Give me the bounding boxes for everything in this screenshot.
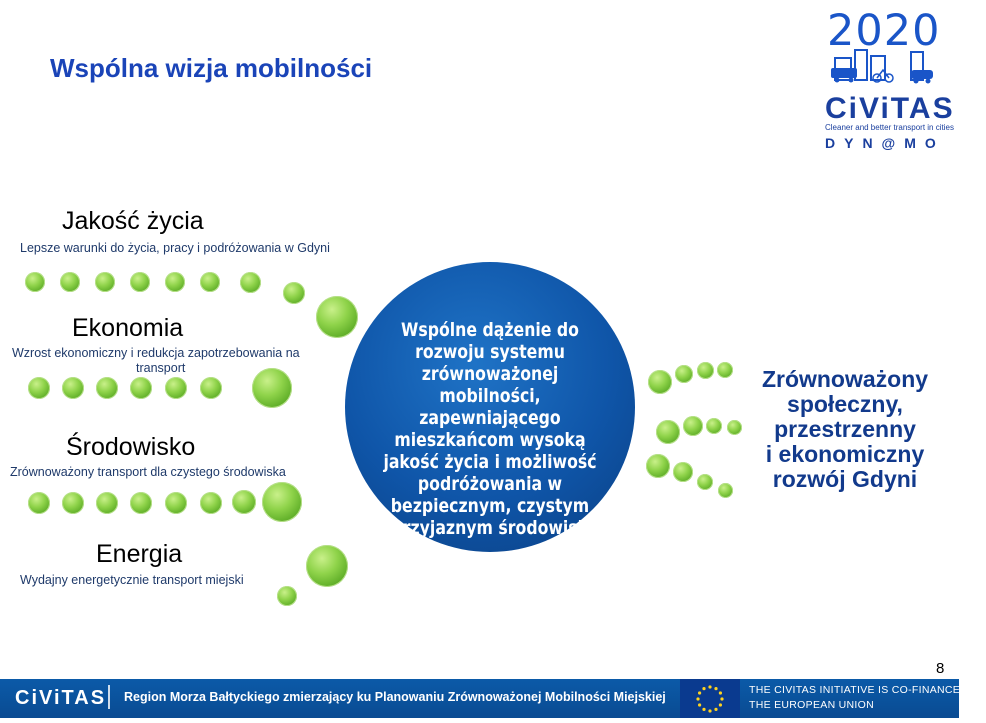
logo-tagline: Cleaner and better transport in cities [825,123,954,132]
green-dot [697,362,714,379]
green-dot [718,483,733,498]
green-dot [673,462,693,482]
logo-brand: CiViTAS [825,92,955,125]
central-line: i przyjaznym środowisku [380,517,600,539]
central-line: bezpiecznym, czystym [390,495,590,517]
green-dot [25,272,45,292]
green-dot [130,492,152,514]
green-dot [95,272,115,292]
central-line: Wspólne dążenie do [401,319,579,341]
logo-project: DYN@MO [825,135,945,151]
footer-divider [108,685,110,709]
green-dot [252,368,292,408]
page-number: 8 [936,660,945,677]
right-line: społeczny, [787,391,903,417]
right-line: rozwój Gdyni [772,466,918,492]
green-dot [165,492,187,514]
green-dot [62,377,84,399]
eu-text-line1: THE CIVITAS INITIATIVE IS CO-FINANCED BY [749,684,986,696]
green-dot [646,454,670,478]
economy-subtitle-line1: Wzrost ekonomiczny i redukcja zapotrzebowania na [12,346,300,360]
environment-subtitle: Zrównoważony transport dla czystego środowiska [10,465,286,479]
green-dot [200,377,222,399]
right-line: i ekonomiczny [765,441,925,467]
eu-stars-icon [680,679,740,718]
civitas-2020-logo [815,6,955,156]
green-dot [200,492,222,514]
central-line: jakość życia i możliwość [383,451,597,473]
green-dot [262,482,302,522]
green-dot [306,545,348,587]
green-dot [200,272,220,292]
economy-subtitle-line2: transport [136,361,186,375]
environment-title: Środowisko [66,433,196,461]
logo-year: 2020 [827,6,941,56]
green-dot [130,377,152,399]
green-dot [60,272,80,292]
eu-flag-icon [680,679,740,718]
green-dot [316,296,358,338]
green-dot [697,474,713,490]
green-dot [675,365,693,383]
green-dot [648,370,672,394]
central-line: mobilności, [439,385,541,407]
sustainable-development-text [740,367,950,492]
footer-civitas-logo: CiViTAS [15,687,107,709]
central-line: zapewniającego [419,407,561,429]
green-dot [656,420,680,444]
central-line: podróżowania w [417,473,563,495]
slide-title: Wspólna wizja mobilności [50,53,373,83]
green-dot [683,416,703,436]
right-line: Zrównoważony [761,366,929,392]
green-dot [232,490,256,514]
green-dot [28,377,50,399]
green-dot [28,492,50,514]
green-dot [165,377,187,399]
central-line: rozwoju systemu [415,341,565,363]
green-dot [96,492,118,514]
green-dot [130,272,150,292]
green-dot [706,418,722,434]
green-dot [283,282,305,304]
green-dot [96,377,118,399]
central-line: zrównoważonej [421,363,559,385]
energy-subtitle: Wydajny energetycznie transport miejski [20,573,244,587]
green-dot [62,492,84,514]
central-line: mieszkańcom wysoką [394,429,586,451]
green-dot [240,272,261,293]
energy-title: Energia [96,540,183,568]
green-dot [717,362,733,378]
footer-project-text: Region Morza Bałtyckiego zmierzający ku Planowaniu Zrównoważonej Mobilności Miejskiej [124,690,666,704]
eu-text-line2: THE EUROPEAN UNION [749,699,874,711]
right-line: przestrzenny [774,416,916,442]
eu-cofinance-text [749,683,986,713]
quality-of-life-subtitle: Lepsze warunki do życia, pracy i podróżowania w Gdyni [20,241,330,255]
economy-title: Ekonomia [72,314,184,342]
green-dot [165,272,185,292]
central-vision-text [363,319,617,539]
quality-of-life-title: Jakość życia [62,207,204,235]
green-dot [277,586,297,606]
